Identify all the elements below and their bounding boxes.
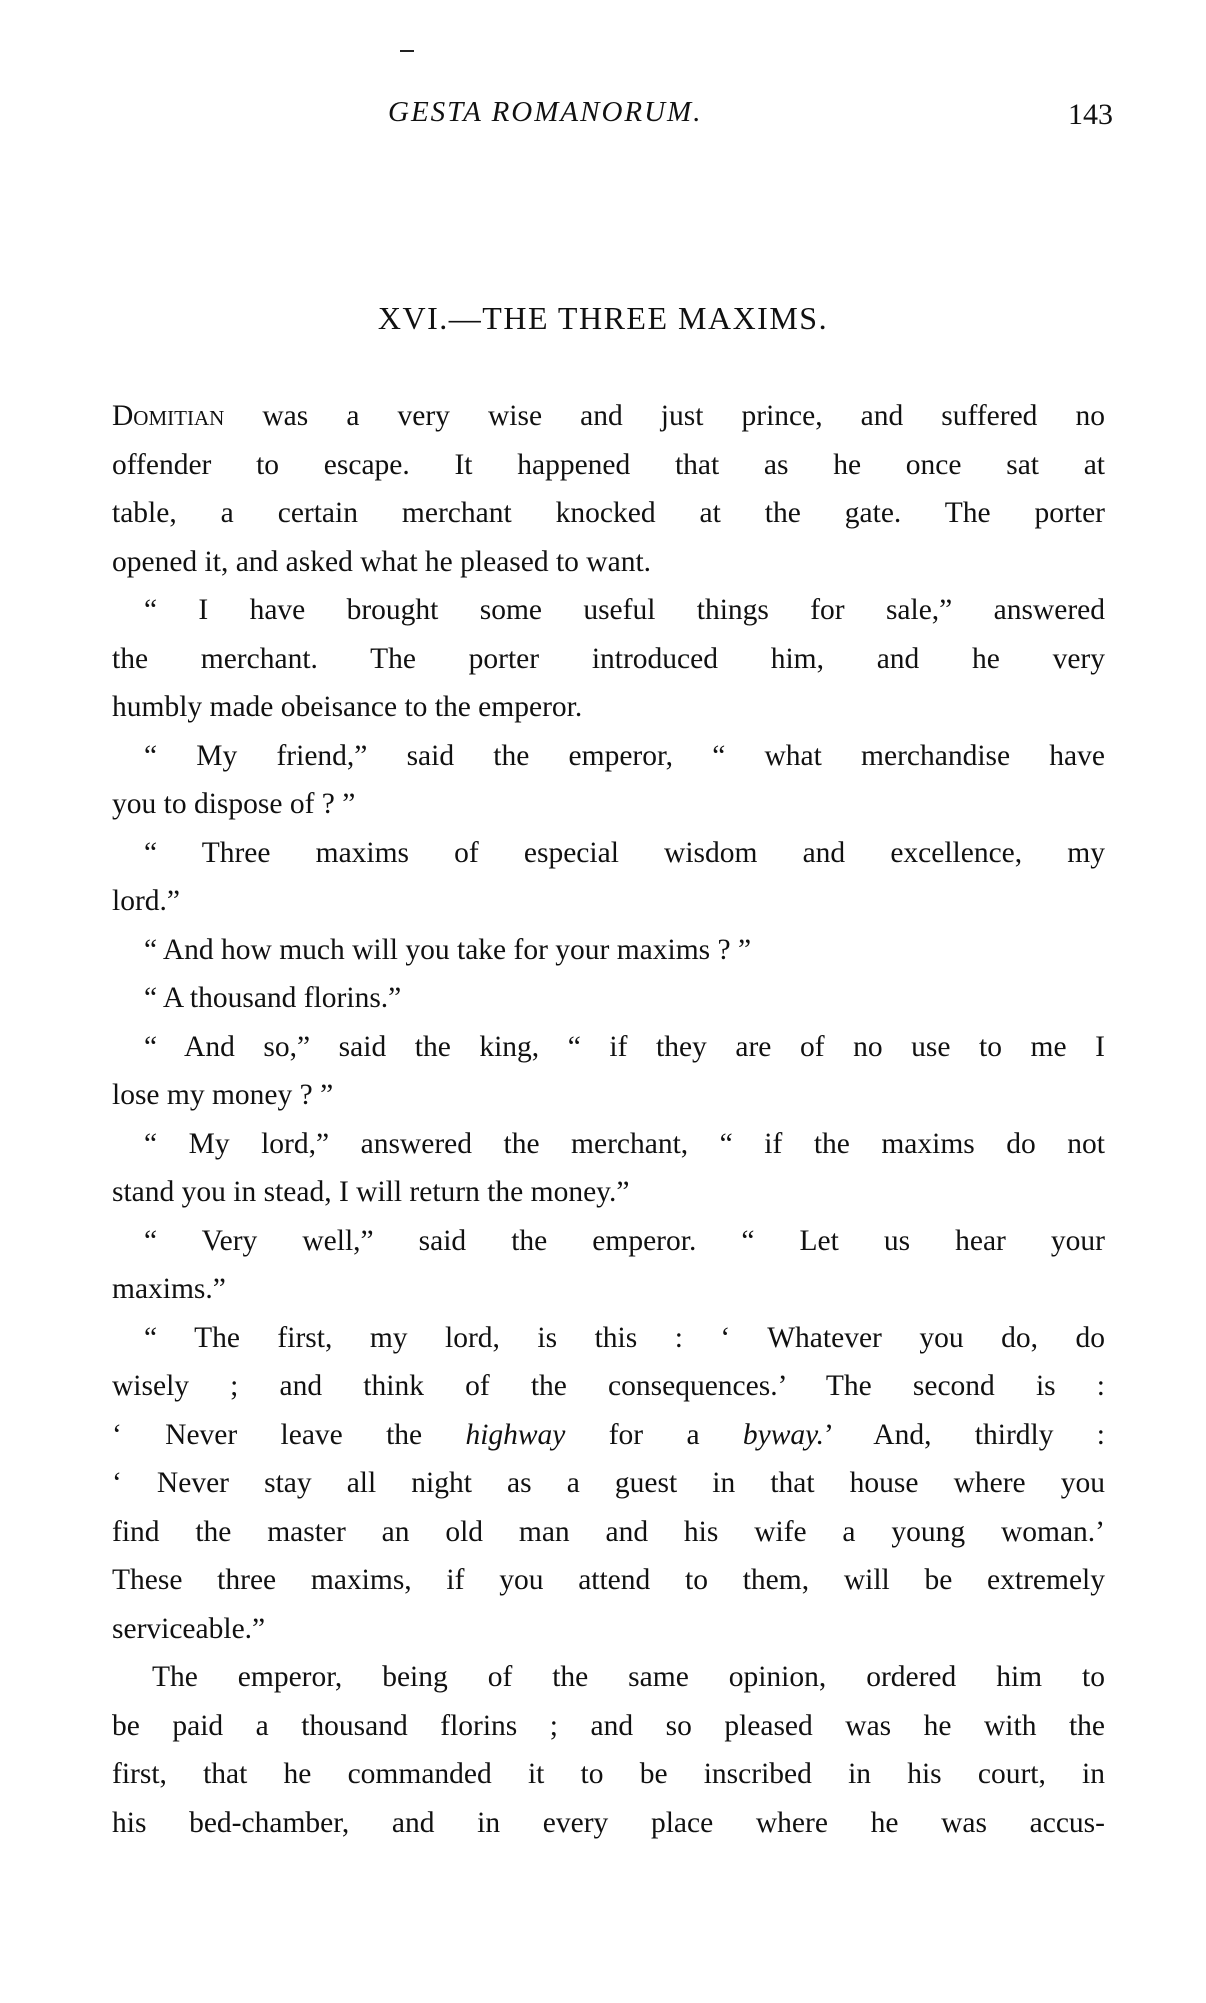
text-line xyxy=(112,1314,1105,1363)
text-span: for a xyxy=(565,1418,743,1451)
text-span: ’ And, thirdly : xyxy=(823,1418,1105,1451)
text-line xyxy=(112,1023,1105,1072)
text-line xyxy=(112,974,1105,1023)
text-line xyxy=(112,829,1105,878)
text-line xyxy=(112,538,1105,587)
text-line xyxy=(112,392,1105,441)
text-line xyxy=(112,441,1105,490)
text-span: you to dispose of ? ” xyxy=(112,788,356,820)
text-line xyxy=(112,1217,1105,1266)
running-title: GESTA ROMANORUM. xyxy=(388,96,703,128)
text-span: serviceable.” xyxy=(112,1612,266,1645)
text-span: “ A thousand florins.” xyxy=(144,982,402,1014)
text-span: ‘ Never stay all night as a guest in that house where you xyxy=(112,1467,1105,1499)
text-span: “ My friend,” said the emperor, “ what merchandise have xyxy=(144,739,1105,772)
text-line xyxy=(112,1362,1105,1411)
text-span: was a very wise and just prince, and suffered no xyxy=(224,400,1105,432)
text-span: offender to escape. It happened that as he once sat at xyxy=(112,448,1105,481)
text-line xyxy=(112,1508,1105,1557)
text-line xyxy=(112,1556,1105,1605)
text-span: “ And how much will you take for your maxims ? ” xyxy=(144,933,752,966)
text-span: lose my money ? ” xyxy=(112,1079,334,1111)
text-span: find the master an old man and his wife a young woman.’ xyxy=(112,1515,1105,1548)
text-span: ‘ Never leave the xyxy=(112,1418,466,1451)
text-span: the merchant. The porter introduced him, and he very xyxy=(112,642,1105,675)
text-line xyxy=(112,1459,1105,1508)
text-span: These three maxims, if you attend to them, will be extremely xyxy=(112,1564,1105,1596)
text-line xyxy=(112,1071,1105,1120)
text-line xyxy=(112,877,1105,926)
text-span: “ My lord,” answered the merchant, “ if the maxims do not xyxy=(144,1127,1105,1160)
text-span: lord.” xyxy=(112,885,180,917)
text-span: be paid a thousand florins ; and so pleased was he with the xyxy=(112,1709,1105,1742)
text-span: “ The first, my lord, is this : ‘ Whatever you do, do xyxy=(144,1321,1105,1354)
body-text xyxy=(112,392,1105,1847)
text-line xyxy=(112,1168,1105,1217)
text-line xyxy=(112,1265,1105,1314)
printer-mark xyxy=(400,50,414,52)
text-line xyxy=(112,683,1105,732)
text-line xyxy=(112,780,1105,829)
text-span: maxims.” xyxy=(112,1273,226,1305)
text-span: wisely ; and think of the consequences.’ The second is : xyxy=(112,1370,1105,1402)
text-line xyxy=(112,1750,1105,1799)
text-line xyxy=(112,1702,1105,1751)
text-line xyxy=(112,926,1105,975)
text-line xyxy=(112,1799,1105,1848)
italic-text: highway xyxy=(465,1418,566,1451)
text-line xyxy=(112,586,1105,635)
text-line xyxy=(112,635,1105,684)
text-span: his bed-chamber, and in every place where he was accus- xyxy=(112,1806,1105,1839)
text-span: “ And so,” said the king, “ if they are of no use to me I xyxy=(144,1030,1105,1063)
text-span: table, a certain merchant knocked at the gate. The porter xyxy=(112,497,1105,529)
text-line xyxy=(112,489,1105,538)
text-line xyxy=(112,1605,1105,1654)
text-span: “ Very well,” said the emperor. “ Let us hear your xyxy=(144,1224,1105,1257)
text-line xyxy=(112,1120,1105,1169)
small-caps-text: Domitian xyxy=(112,400,225,432)
text-span: “ Three maxims of especial wisdom and excellence, my xyxy=(144,836,1105,869)
text-line xyxy=(112,1411,1105,1460)
chapter-title: XVI.—THE THREE MAXIMS. xyxy=(377,300,829,336)
text-span: humbly made obeisance to the emperor. xyxy=(112,691,583,723)
text-span: “ I have brought some useful things for sale,” answered xyxy=(144,594,1105,626)
text-span: The emperor, being of the same opinion, ordered him to xyxy=(152,1661,1105,1693)
italic-text: byway. xyxy=(742,1418,824,1451)
text-span: first, that he commanded it to be inscribed in his court, in xyxy=(112,1758,1105,1790)
text-line xyxy=(112,1653,1105,1702)
text-line xyxy=(112,732,1105,781)
text-span: opened it, and asked what he pleased to want. xyxy=(112,545,652,578)
text-span: stand you in stead, I will return the money.” xyxy=(112,1176,630,1208)
page-number: 143 xyxy=(1068,98,1113,131)
